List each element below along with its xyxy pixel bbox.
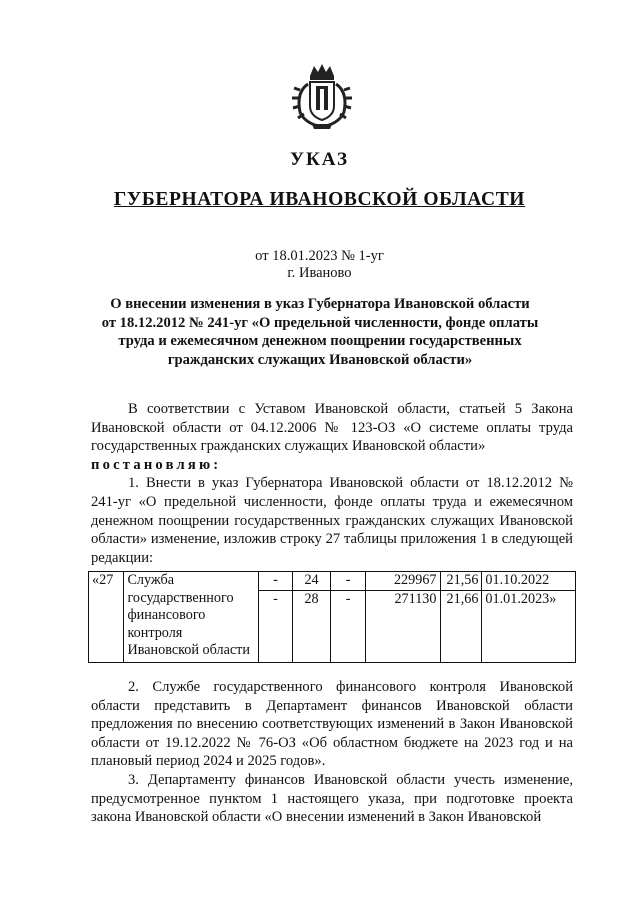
item-1-paragraph: 1. Внести в указ Губернатора Ивановской области от 18.12.2012 № 241-уг «О предельной численности, фонде оплаты труда и ежемесячном денежном поощрении государственных гражданских служащих Ивановской области» изменение, изложив строку 27 таблицы приложения 1 в следующей редакции: [91,475,573,566]
issuer-title: ГУБЕРНАТОРА ИВАНОВСКОЙ ОБЛАСТИ [113,189,526,210]
subject-line: труда и ежемесячном денежном поощрении государственных [118,333,522,349]
table-cell: - [258,590,292,662]
table-cell: 21,56 [440,572,482,591]
subject-line: гражданских служащих Ивановской области» [167,351,473,368]
organization-name-cell: Служба государственного финансового контроля Ивановской области [124,572,258,663]
table-cell: 01.01.2023» [482,590,576,662]
amendment-table [88,571,576,663]
decree-word-text: постановляю: [91,456,222,473]
document-type-title: УКАЗ [290,149,349,170]
item-3-paragraph: 3. Департаменту финансов Ивановской области учесть изменение, предусмотренное пунктом 1 настоящего указа, при подготовке проекта закона Ивановской области «О внесении изменений в Закон Ивановской [91,771,573,826]
table-cell: - [330,590,365,662]
table-cell: 21,66 [440,590,482,662]
table-cell: - [258,572,292,591]
body-part-2 [91,678,573,827]
row-number-cell: «27 [89,572,124,663]
table-cell: 229967 [366,572,440,591]
ivanovo-coat-of-arms-icon [290,62,354,132]
decree-word [91,456,573,475]
decree-subject [70,295,570,369]
subject-line: О внесении изменения в указ Губернатора Ивановской области [110,296,530,312]
intro-paragraph: В соответствии с Уставом Ивановской области, статьей 5 Закона Ивановской области от 04.12.2006 № 123-ОЗ «О системе оплаты труда государственных гражданских служащих Ивановской области» [91,401,573,455]
body-part-1 [91,400,573,567]
table-cell: 24 [293,572,331,591]
subject-line: от 18.12.2012 № 241-уг «О предельной численности, фонде оплаты [101,314,539,331]
city: г. Иваново [287,265,352,281]
table-cell: 01.10.2022 [482,572,576,591]
table-cell: 271130 [366,590,440,662]
table-row [89,572,576,591]
table-cell: - [330,572,365,591]
item-2-paragraph: 2. Службе государственного финансового контроля Ивановской области представить в Департамент финансов Ивановской области предложения по внесению соответствующих изменений в Закон Ивановской области от 19.12.2022 № 76-ОЗ «Об областном бюджете на 2023 год и на плановый период 2024 и 2025 годов». [91,679,573,770]
table-cell: 28 [293,590,331,662]
date-number: от 18.01.2023 № 1-уг [255,248,384,264]
